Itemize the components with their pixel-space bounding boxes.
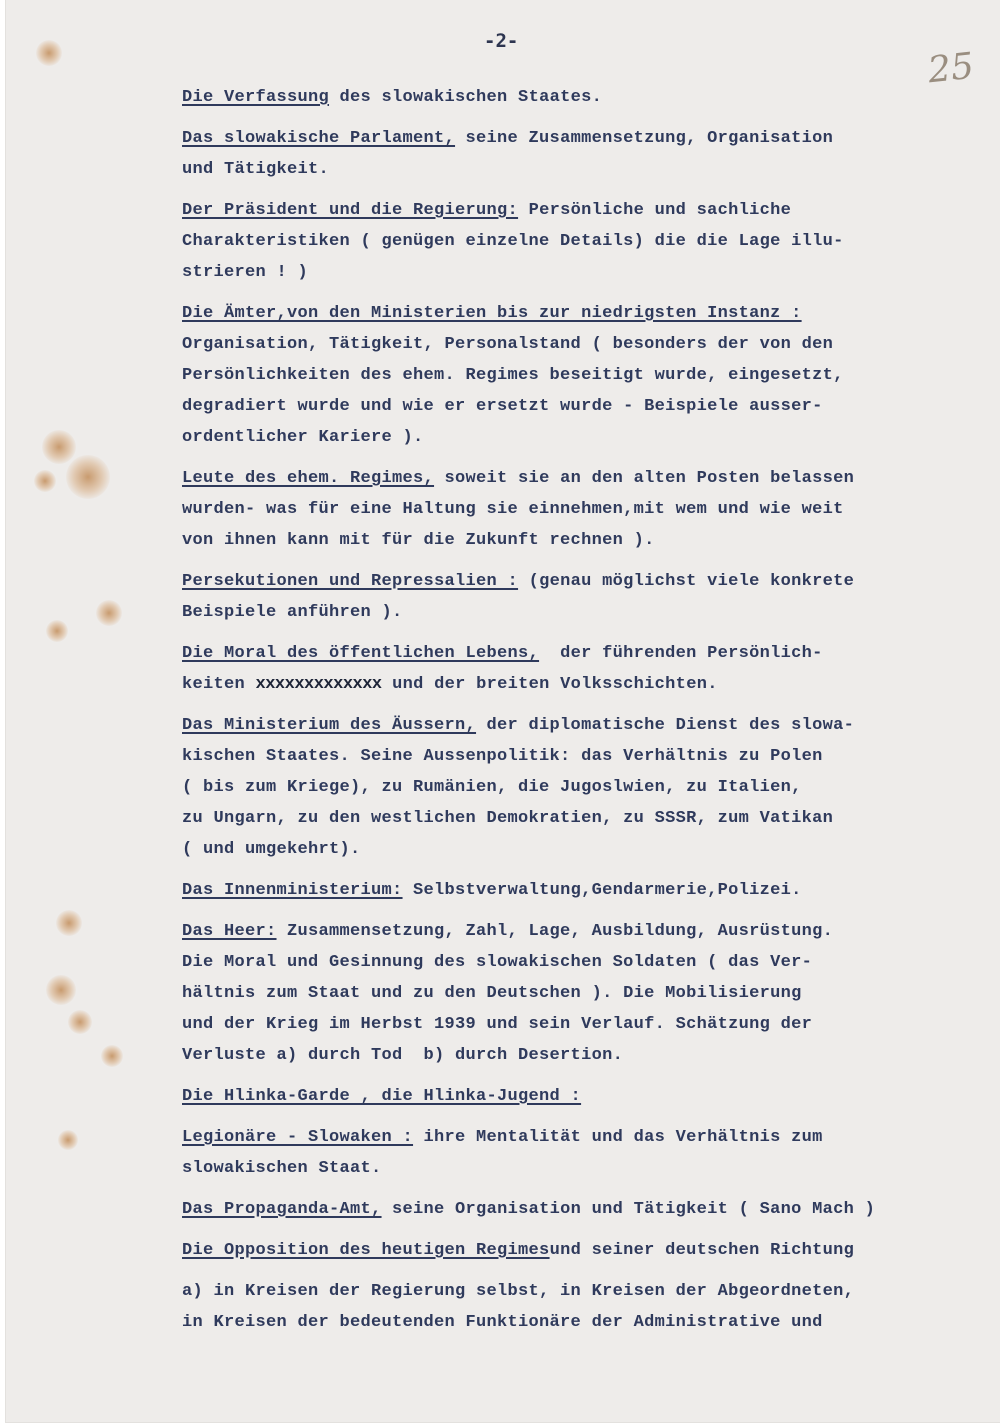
section-constitution: Die Verfassung des slowakischen Staates. [182,88,603,107]
page-number: -2- [484,30,519,52]
section-foreign-ministry: Das Ministerium des Äussern, der diplomatische Dienst des slowa- kischen Staates. Seine Aussenpolitik: das Verhältnis zu Polen ( bis zum Kriege), zu Rumänien, die Jugoslwien, zu Italien, zu Ungarn, zu den westlichen Demokratien, zu SSSR, zum Vatikan ( und umgekehrt). [182,716,855,859]
section-heading: Der Präsident und die Regierung: [182,201,519,220]
foxing-stain [36,40,62,66]
foxing-stain [66,455,110,499]
foxing-stain [101,1045,123,1067]
section-army: Das Heer: Zusammensetzung, Zahl, Lage, Ausbildung, Ausrüstung. Die Moral und Gesinnung des slowakischen Soldaten ( das Ver- hältnis zum Staat und zu den Deutschen ). Die Mobilisierung und der Krieg im Herbst 1939 und sein Verlauf. Schätzung der Verluste a) durch Tod b) durch Desertion. [182,922,834,1065]
section-heading: Die Moral des öffentlichen Lebens, [182,644,540,663]
foxing-stain [68,1010,92,1034]
section-parliament: Das slowakische Parlament, seine Zusammensetzung, Organisation und Tätigkeit. [182,129,834,179]
section-heading: Legionäre - Slowaken : [182,1128,414,1147]
section-opposition: Die Opposition des heutigen Regimesund seiner deutschen Richtung [182,1241,855,1260]
section-offices: Die Ämter,von den Ministerien bis zur niedrigsten Instanz : Organisation, Tätigkeit, Personalstand ( besonders der von den Persönlichkeiten des ehem. Regimes beseitigt wurde, eingesetzt, degradiert wurde und wie er ersetzt wurde - Beispiele ausser- ordentlicher Kariere ). [182,304,844,447]
section-hlinka-guard [182,1081,1000,1112]
document-page [6,0,1000,1422]
section-heading: Das Ministerium des Äussern, [182,716,477,735]
section-heading: Leute des ehem. Regimes, [182,469,435,488]
foxing-stain [56,910,82,936]
section-interior-ministry: Das Innenministerium: Selbstverwaltung,Gendarmerie,Polizei. [182,881,802,900]
foxing-stain [46,975,76,1005]
typewritten-body [182,82,1000,1348]
section-former-regime: Leute des ehem. Regimes, soweit sie an den alten Posten belassen wurden- was für eine Haltung sie einnehmen,mit wem und wie weit von ihnen kann mit für die Zukunft rechnen ). [182,469,855,550]
foxing-stain [96,600,122,626]
section-legionaries: Legionäre - Slowaken : ihre Mentalität und das Verhältnis zum slowakischen Staat. [182,1128,823,1178]
struck-out-text: xxxxxxxxxxxxx [255,675,382,694]
section-propaganda-office: Das Propaganda-Amt, seine Organisation und Tätigkeit ( Sano Mach ) [182,1200,876,1219]
foxing-stain [46,620,68,642]
section-persecutions: Persekutionen und Repressalien : (genau möglichst viele konkrete Beispiele anführen ). [182,572,855,622]
foxing-stain [58,1130,78,1150]
section-heading: Die Hlinka-Garde , die Hlinka-Jugend : [182,1087,582,1106]
section-heading: Die Verfassung [182,88,330,107]
section-heading: Das slowakische Parlament, [182,129,456,148]
section-heading: Das Propaganda-Amt, [182,1200,382,1219]
section-president-government: Der Präsident und die Regierung: Persönliche und sachliche Charakteristiken ( genügen einzelne Details) die die Lage illu- strieren ! ) [182,201,844,282]
section-public-morale: Die Moral des öffentlichen Lebens, der führenden Persönlich- keiten xxxxxxxxxxxxx und der breiten Volksschichten. [182,644,823,694]
section-heading: Die Opposition des heutigen Regimes [182,1241,550,1260]
section-heading: Das Heer: [182,922,277,941]
section-heading: Das Innenministerium: [182,881,403,900]
section-heading: Die Ämter,von den Ministerien bis zur niedrigsten Instanz : [182,304,802,323]
foxing-stain [34,470,56,492]
section-heading: Persekutionen und Repressalien : [182,572,519,591]
handwritten-archive-number: 25 [925,45,976,92]
section-opposition-circles: a) in Kreisen der Regierung selbst, in Kreisen der Abgeordneten, in Kreisen der bedeutenden Funktionäre der Administrative und [182,1282,855,1332]
foxing-stain [42,430,76,464]
